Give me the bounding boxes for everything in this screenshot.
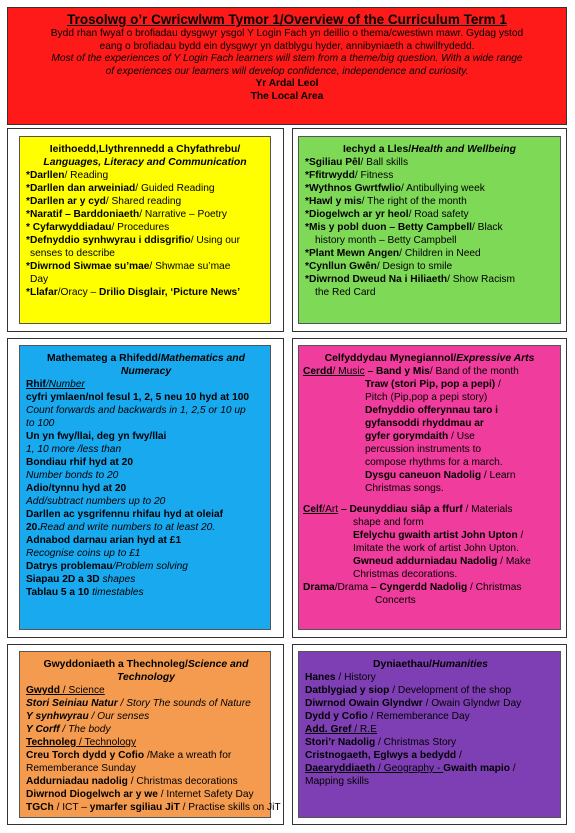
maths-item-text: 1, 10 more /less than: [26, 444, 122, 455]
maths-subheading: [26, 378, 266, 391]
science-item-english: / ICT –: [53, 802, 90, 813]
arts-art-line: [303, 542, 556, 555]
arts-music-line: [303, 404, 556, 417]
arts-drama-label-welsh: Drama: [303, 582, 335, 593]
maths-item: [26, 534, 266, 547]
science-item-english: Rememberance Sunday: [26, 763, 136, 774]
languages-item-english: /Oracy –: [57, 287, 100, 298]
science-item-english: / Christmas decorations: [127, 776, 238, 787]
maths-item-english: shapes: [99, 574, 136, 585]
humanities-item: [305, 684, 556, 697]
health-item-english: the Red Card: [315, 287, 376, 298]
maths-item-text: Adio/tynnu hyd at 20: [26, 483, 127, 494]
humanities-item: [305, 736, 556, 749]
languages-item-welsh: *Llafar: [26, 287, 58, 298]
languages-item-welsh: *Darllen ar y cyd: [26, 196, 106, 207]
arts-art-line: [303, 555, 556, 568]
science-item-english: /Make a wreath for: [144, 750, 232, 761]
arts-drama-label-english: /Drama: [334, 582, 369, 593]
science-item: [26, 801, 281, 814]
science-item: [26, 684, 266, 697]
arts-music-line: [303, 443, 556, 456]
science-item-english: / Science: [59, 685, 105, 696]
health-item-english: / Design to smile: [376, 261, 453, 272]
maths-heading-welsh: Mathemateg a Rhifedd/: [46, 353, 161, 364]
maths-item: [26, 404, 266, 417]
arts-music-welsh: gyfansoddi rhyddmau ar: [365, 418, 484, 429]
arts-music-line: [303, 391, 556, 404]
health-item: [305, 169, 554, 182]
maths-heading-english-1: Mathematics and: [160, 353, 246, 364]
science-item: [26, 710, 266, 723]
arts-music-line: [303, 469, 556, 482]
humanities-item-english: / Christmas Story: [375, 737, 457, 748]
maths-item-text: Bondiau rhif hyd at 20: [26, 457, 133, 468]
maths-item-text: Siapau 2D a 3D: [26, 574, 100, 585]
languages-item: [26, 273, 264, 286]
arts-drama-english: Concerts: [375, 595, 416, 606]
arts-art-welsh: Gwneud addurniadau Nadolig: [353, 556, 498, 567]
humanities-item: [305, 723, 556, 736]
maths-item: [26, 508, 266, 521]
science-item-english: / The body: [59, 724, 111, 735]
humanities-item-english: / R.E: [351, 724, 377, 735]
arts-art-section: [303, 503, 556, 581]
health-item-welsh: *Sgiliau Pêl: [305, 157, 361, 168]
languages-item-welsh: *Naratif – Barddoniaeth: [26, 209, 140, 220]
humanities-item-welsh: Daearyddiaeth: [305, 763, 376, 774]
languages-item: [26, 208, 264, 221]
science-heading: [26, 658, 266, 684]
science-item: [26, 697, 266, 710]
humanities-panel: [298, 651, 561, 818]
health-item-english: / Road safety: [408, 209, 469, 220]
maths-item: [26, 586, 266, 599]
maths-item: [26, 443, 266, 456]
languages-item-english: / Procedures: [111, 222, 170, 233]
arts-art-english: shape and form: [353, 517, 424, 528]
arts-music-english: / Band of the month: [429, 366, 519, 377]
maths-panel: [19, 345, 271, 630]
humanities-item-welsh: Add. Gref: [305, 724, 352, 735]
maths-item: [26, 547, 266, 560]
health-item: [305, 208, 554, 221]
humanities-item-english: / Owain Glyndwr Day: [422, 698, 522, 709]
arts-music-label-welsh: Cerdd: [303, 366, 333, 377]
languages-item: [26, 169, 264, 182]
arts-heading: [303, 352, 556, 365]
science-item-english-2: / Practise skills on JiT: [179, 802, 281, 813]
science-item-welsh: Gwydd: [26, 685, 60, 696]
health-item-welsh: *Wythnos Gwrtfwlio: [305, 183, 402, 194]
arts-drama-english: / Christmas: [467, 582, 522, 593]
health-item: [305, 286, 554, 299]
science-item-english: / Story The sounds of Nature: [117, 698, 251, 709]
science-item-welsh: Addurniadau nadolig: [26, 776, 128, 787]
humanities-list: [305, 671, 556, 788]
maths-item: [26, 430, 266, 443]
languages-item-english: / Reading: [64, 170, 109, 181]
header-english-line-1: Most of the experiences of Y Login Fach learners will stem from a theme/big question. With a wide range: [51, 53, 523, 64]
maths-list: [26, 391, 266, 599]
arts-drama-line: [303, 581, 556, 594]
maths-item: [26, 560, 266, 573]
arts-art-english: / Materials: [462, 504, 513, 515]
arts-art-english: Imitate the work of artist John Upton.: [353, 543, 519, 554]
arts-dash: –: [368, 582, 380, 593]
arts-music-welsh: gyfer gorymdaith: [365, 431, 449, 442]
arts-music-english: Christmas songs.: [365, 483, 444, 494]
maths-item: [26, 456, 266, 469]
science-item-welsh: Y synhwyrau: [26, 711, 89, 722]
arts-dash: –: [338, 504, 350, 515]
languages-item-welsh: *Darllen dan arweiniad: [26, 183, 136, 194]
languages-item: [26, 260, 264, 273]
health-item-welsh: *Plant Mewn Angen: [305, 248, 400, 259]
health-item-english: / Ball skills: [360, 157, 409, 168]
health-item: [305, 247, 554, 260]
languages-item-english: senses to describe: [30, 248, 115, 259]
languages-item-english: / Narrative – Poetry: [139, 209, 227, 220]
languages-item: [26, 182, 264, 195]
science-item-welsh: Y Corff: [26, 724, 60, 735]
science-item-english: / Our senses: [88, 711, 150, 722]
maths-item-text: Tablau 5 a 10: [26, 587, 90, 598]
maths-heading-english-2: Numeracy: [120, 366, 172, 377]
health-item-welsh: *Hawl y mis: [305, 196, 362, 207]
humanities-item-welsh: Hanes: [305, 672, 336, 683]
humanities-item: [305, 710, 556, 723]
health-list: [305, 156, 554, 299]
arts-art-line: [303, 516, 556, 529]
languages-item-welsh: * Cyfarwyddiadau: [26, 222, 112, 233]
maths-item: [26, 417, 266, 430]
arts-art-label-english: /Art: [322, 504, 339, 515]
arts-music-welsh: Traw (stori Pip, pop a pepi): [365, 379, 496, 390]
humanities-item-welsh-2: Gwaith mapio: [443, 763, 510, 774]
arts-drama-welsh: Cyngerdd Nadolig: [379, 582, 468, 593]
maths-item-text: cyfri ymlaen/nol fesul 1, 2, 5 neu 10 hyd at 100: [26, 392, 250, 403]
maths-item-text: Add/subtract numbers up to 20: [26, 496, 166, 507]
science-heading-english-2: Technology: [117, 672, 175, 683]
arts-music-line: [303, 456, 556, 469]
maths-item: [26, 482, 266, 495]
science-item: [26, 749, 266, 762]
arts-music-welsh: Dysgu caneuon Nadolig: [365, 470, 482, 481]
humanities-item: [305, 671, 556, 684]
health-item-welsh: *Diwrnod Dweud Na i Hiliaeth: [305, 274, 448, 285]
humanities-item-english: / Development of the shop: [389, 685, 512, 696]
humanities-item: [305, 762, 556, 775]
languages-item: [26, 221, 264, 234]
health-item: [305, 221, 554, 234]
maths-item-text: Recognise coins up to £1: [26, 548, 141, 559]
humanities-item-english-2: /: [509, 763, 516, 774]
health-heading-welsh: Iechyd a Lles/: [342, 144, 412, 155]
languages-item: [26, 286, 264, 299]
languages-heading-welsh: Ieithoedd,Llythrennedd a Chyfathrebu/: [49, 144, 241, 155]
humanities-item-english: / Geography -: [375, 763, 444, 774]
health-heading-english: Health and Wellbeing: [411, 144, 517, 155]
maths-item-text: Darllen ac ysgrifennu rhifau hyd at oleiaf: [26, 509, 224, 520]
maths-item: [26, 391, 266, 404]
humanities-item-welsh: Datblygiad y siop: [305, 685, 390, 696]
humanities-item-welsh: Diwrnod Owain Glyndwr: [305, 698, 423, 709]
science-item-welsh-2: ymarfer sgiliau JiT: [89, 802, 180, 813]
science-item: [26, 762, 266, 775]
maths-item-english: /Problem solving: [112, 561, 188, 572]
header-local-area-welsh: Yr Ardal Leol: [255, 78, 319, 89]
science-list: [26, 684, 281, 814]
arts-dash: –: [364, 366, 377, 377]
science-item-english: / Technology: [76, 737, 137, 748]
maths-item-english: Read and write numbers to at least 20.: [40, 522, 216, 533]
arts-art-line: [303, 503, 556, 516]
humanities-item: [305, 749, 556, 762]
science-item-welsh: Creu Torch dydd y Cofio: [26, 750, 145, 761]
health-panel: [298, 136, 561, 324]
humanities-item: [305, 697, 556, 710]
health-item: [305, 273, 554, 286]
health-item-english: / Black: [471, 222, 503, 233]
humanities-item-english: / Rememberance Day: [367, 711, 470, 722]
header-welsh-line-1: Bydd rhan fwyaf o brofiadau dysgwyr ysgol Y Login Fach yn deillio o thema/cwestiwn mawr. Gydag ystod: [50, 28, 524, 39]
health-item-english: / Fitness: [354, 170, 394, 181]
science-item-welsh: TGCh: [26, 802, 54, 813]
health-item-welsh: *Mis y pobl duon – Betty Campbell: [305, 222, 472, 233]
health-item: [305, 234, 554, 247]
languages-item-welsh: *Diwrnod Siwmae su’mae: [26, 261, 150, 272]
arts-art-welsh: Deunyddiau siâp a ffurf: [349, 504, 463, 515]
arts-music-welsh: Defnyddio offerynnau taro i: [365, 405, 499, 416]
languages-heading-english: Languages, Literacy and Communication: [43, 157, 247, 168]
arts-heading-welsh: Celfyddydau Mynegiannol/: [324, 353, 457, 364]
science-heading-english-1: Science and: [187, 659, 249, 670]
languages-item-english: / Shared reading: [105, 196, 182, 207]
maths-heading: [26, 352, 266, 378]
science-heading-welsh: Gwyddoniaeth a Thechnoleg/: [43, 659, 188, 670]
maths-item: [26, 573, 266, 586]
maths-item-text: Un yn fwy/llai, deg yn fwy/llai: [26, 431, 167, 442]
arts-music-line: [303, 417, 556, 430]
maths-item-text: Number bonds to 20: [26, 470, 119, 481]
maths-item-text: Count forwards and backwards in 1, 2,5 or 10 up: [26, 405, 246, 416]
arts-music-english: / Use: [448, 431, 475, 442]
maths-item-number: 20.: [26, 522, 41, 533]
humanities-item-welsh: Stori’r Nadolig: [305, 737, 376, 748]
arts-music-line: [303, 378, 556, 391]
science-panel: [19, 651, 281, 818]
arts-music-line: [303, 430, 556, 443]
health-item-welsh: *Ffitrwydd: [305, 170, 355, 181]
languages-item: [26, 234, 264, 247]
arts-music-welsh: Band y Mis: [376, 366, 430, 377]
arts-music-english: Pitch (Pip,pop a pepi story): [365, 392, 488, 403]
humanities-heading-english: Humanities: [431, 659, 488, 670]
maths-item-text: to 100: [26, 418, 55, 429]
languages-item-english: / Using our: [190, 235, 240, 246]
arts-heading-english: Expressive Arts: [456, 353, 535, 364]
maths-sub-english: /Number: [45, 379, 85, 390]
languages-panel: [19, 136, 271, 324]
science-item-english: / Internet Safety Day: [157, 789, 254, 800]
science-item: [26, 775, 266, 788]
arts-art-english: Christmas decorations.: [353, 569, 458, 580]
arts-art-line: [303, 529, 556, 542]
languages-heading: [26, 143, 264, 169]
health-item-english: history month – Betty Campbell: [315, 235, 457, 246]
health-item-english: / Antibullying week: [401, 183, 485, 194]
arts-music-label-english: / Music: [332, 366, 365, 377]
humanities-item: [305, 775, 556, 788]
languages-item-english: Day: [30, 274, 49, 285]
science-item-welsh: Technoleg: [26, 737, 77, 748]
arts-art-english: /: [517, 530, 524, 541]
health-item-english: / Children in Need: [399, 248, 481, 259]
header-english-line-2: of experiences our learners will develop confidence, independence and curiosity.: [105, 65, 469, 77]
science-item-welsh: Stori Seiniau Natur: [26, 698, 118, 709]
languages-item-welsh: *Defnyddio synhwyrau i ddisgrifio: [26, 235, 191, 246]
health-item-welsh: *Diogelwch ar yr heol: [305, 209, 409, 220]
languages-list: [26, 169, 264, 299]
arts-music-english: percussion instruments to: [365, 444, 482, 455]
languages-item-english: / Guided Reading: [135, 183, 215, 194]
header-welsh-line-2: eang o brofiadau bydd ein dysgwyr yn datblygu hyder, annibyniaeth a chwilfrydedd.: [99, 40, 475, 52]
arts-music-english: /: [495, 379, 501, 390]
languages-item: [26, 195, 264, 208]
humanities-item-english: Mapping skills: [305, 776, 369, 787]
arts-art-line: [303, 568, 556, 581]
humanities-item-english: /: [456, 750, 462, 761]
maths-item-english: timestables: [89, 587, 144, 598]
humanities-heading: [305, 658, 556, 671]
maths-item-text: Adnabod darnau arian hyd at £1: [26, 535, 182, 546]
health-item: [305, 195, 554, 208]
health-item: [305, 156, 554, 169]
humanities-item-english: / History: [335, 672, 376, 683]
maths-item: [26, 521, 266, 534]
science-item-welsh: Diwrnod Diogelwch ar y we: [26, 789, 158, 800]
header-local-area-english: The Local Area: [250, 90, 324, 102]
arts-art-welsh: Efelychu gwaith artist John Upton: [353, 530, 518, 541]
health-item-welsh: *Cynllun Gwên: [305, 261, 377, 272]
languages-item-english: / Shwmae su’mae: [149, 261, 231, 272]
languages-item: [26, 247, 264, 260]
maths-item: [26, 469, 266, 482]
science-item: [26, 723, 266, 736]
maths-item-text: Datrys problemau: [26, 561, 113, 572]
arts-art-label-welsh: Celf: [303, 504, 323, 515]
maths-sub-welsh: Rhif: [26, 379, 46, 390]
health-item: [305, 260, 554, 273]
humanities-heading-welsh: Dyniaethau/: [373, 659, 432, 670]
arts-drama-section: [303, 581, 556, 607]
science-item: [26, 788, 266, 801]
health-item-english: / The right of the month: [361, 196, 467, 207]
health-heading: [305, 143, 554, 156]
arts-drama-line: [303, 594, 556, 607]
header-panel: [7, 7, 567, 125]
languages-item-extra: Drilio Disglair, ‘Picture News’: [99, 287, 241, 298]
science-item: [26, 736, 266, 749]
health-item: [305, 182, 554, 195]
arts-music-section: [303, 365, 556, 495]
arts-music-line: [303, 482, 556, 495]
health-item-english: / Show Racism: [447, 274, 516, 285]
languages-item-welsh: *Darllen: [26, 170, 65, 181]
humanities-item-welsh: Dydd y Cofio: [305, 711, 368, 722]
page-title: Trosolwg o’r Cwricwlwm Tymor 1/Overview of the Curriculum Term 1: [67, 12, 507, 27]
arts-panel: [298, 345, 561, 630]
arts-art-english: / Make: [497, 556, 531, 567]
maths-item: [26, 495, 266, 508]
arts-music-line: [303, 365, 556, 378]
arts-music-english: compose rhythms for a march.: [365, 457, 503, 468]
arts-music-english: / Learn: [481, 470, 516, 481]
humanities-item-welsh: Cristnogaeth, Eglwys a bedydd: [305, 750, 457, 761]
